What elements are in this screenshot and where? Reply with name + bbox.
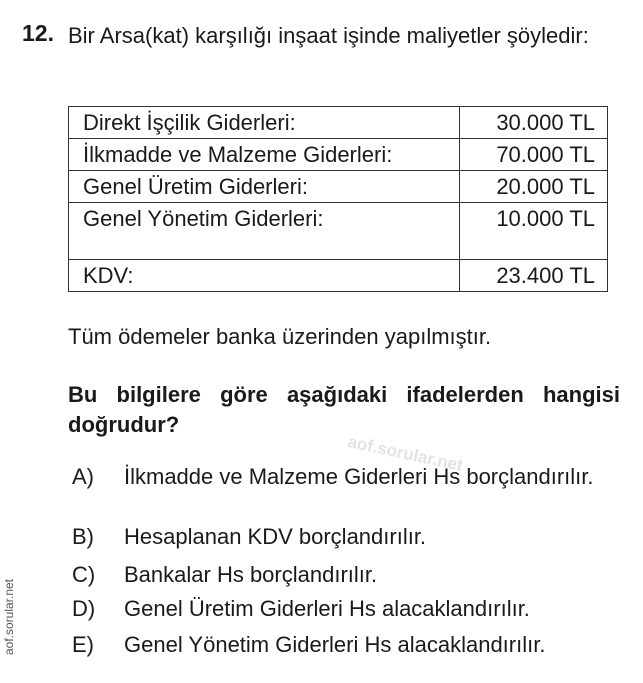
- cost-value: 70.000 TL: [460, 139, 608, 171]
- option-b[interactable]: [72, 522, 622, 552]
- table-row: [69, 107, 608, 139]
- cost-label: KDV:: [69, 260, 460, 292]
- cost-value: 23.400 TL: [460, 260, 608, 292]
- payment-note: Tüm ödemeler banka üzerinden yapılmıştır.: [68, 324, 492, 349]
- option-letter: B): [72, 524, 94, 549]
- cost-label: Direkt İşçilik Giderleri:: [69, 107, 460, 139]
- question-prompt: Bu bilgilere göre aşağıdaki ifadelerden hangisi doğrudur?: [68, 382, 620, 437]
- option-text: Genel Üretim Giderleri Hs alacaklandırılır.: [124, 596, 530, 621]
- option-a[interactable]: [72, 462, 622, 492]
- option-letter: C): [72, 562, 96, 587]
- table-row: [69, 171, 608, 203]
- option-c[interactable]: [72, 560, 622, 590]
- cost-label: Genel Yönetim Giderleri:: [69, 203, 460, 260]
- cost-value: 20.000 TL: [460, 171, 608, 203]
- table-row: [69, 260, 608, 292]
- option-e[interactable]: [72, 630, 622, 660]
- option-text: Hesaplanan KDV borçlandırılır.: [124, 524, 427, 549]
- watermark: aof.sorular.net: [346, 432, 465, 475]
- option-text: İlkmadde ve Malzeme Giderleri Hs borçlandırılır.: [124, 464, 594, 489]
- option-d[interactable]: [72, 594, 622, 624]
- cost-value: 10.000 TL: [460, 203, 608, 260]
- cost-table: [68, 106, 608, 292]
- option-letter: A): [72, 464, 94, 489]
- question-stem: Bir Arsa(kat) karşılığı inşaat işinde maliyetler şöyledir:: [68, 23, 589, 48]
- cost-value: 30.000 TL: [460, 107, 608, 139]
- side-site-mark: aof.sorular.net: [2, 578, 16, 656]
- cost-label: Genel Üretim Giderleri:: [69, 171, 460, 203]
- question-number: 12.: [22, 20, 54, 46]
- cost-label: İlkmadde ve Malzeme Giderleri:: [69, 139, 460, 171]
- option-text: Genel Yönetim Giderleri Hs alacaklandırılır.: [124, 632, 546, 657]
- table-row: [69, 139, 608, 171]
- option-text: Bankalar Hs borçlandırılır.: [124, 562, 378, 587]
- option-letter: D): [72, 596, 96, 621]
- table-row: [69, 203, 608, 260]
- option-letter: E): [72, 632, 94, 657]
